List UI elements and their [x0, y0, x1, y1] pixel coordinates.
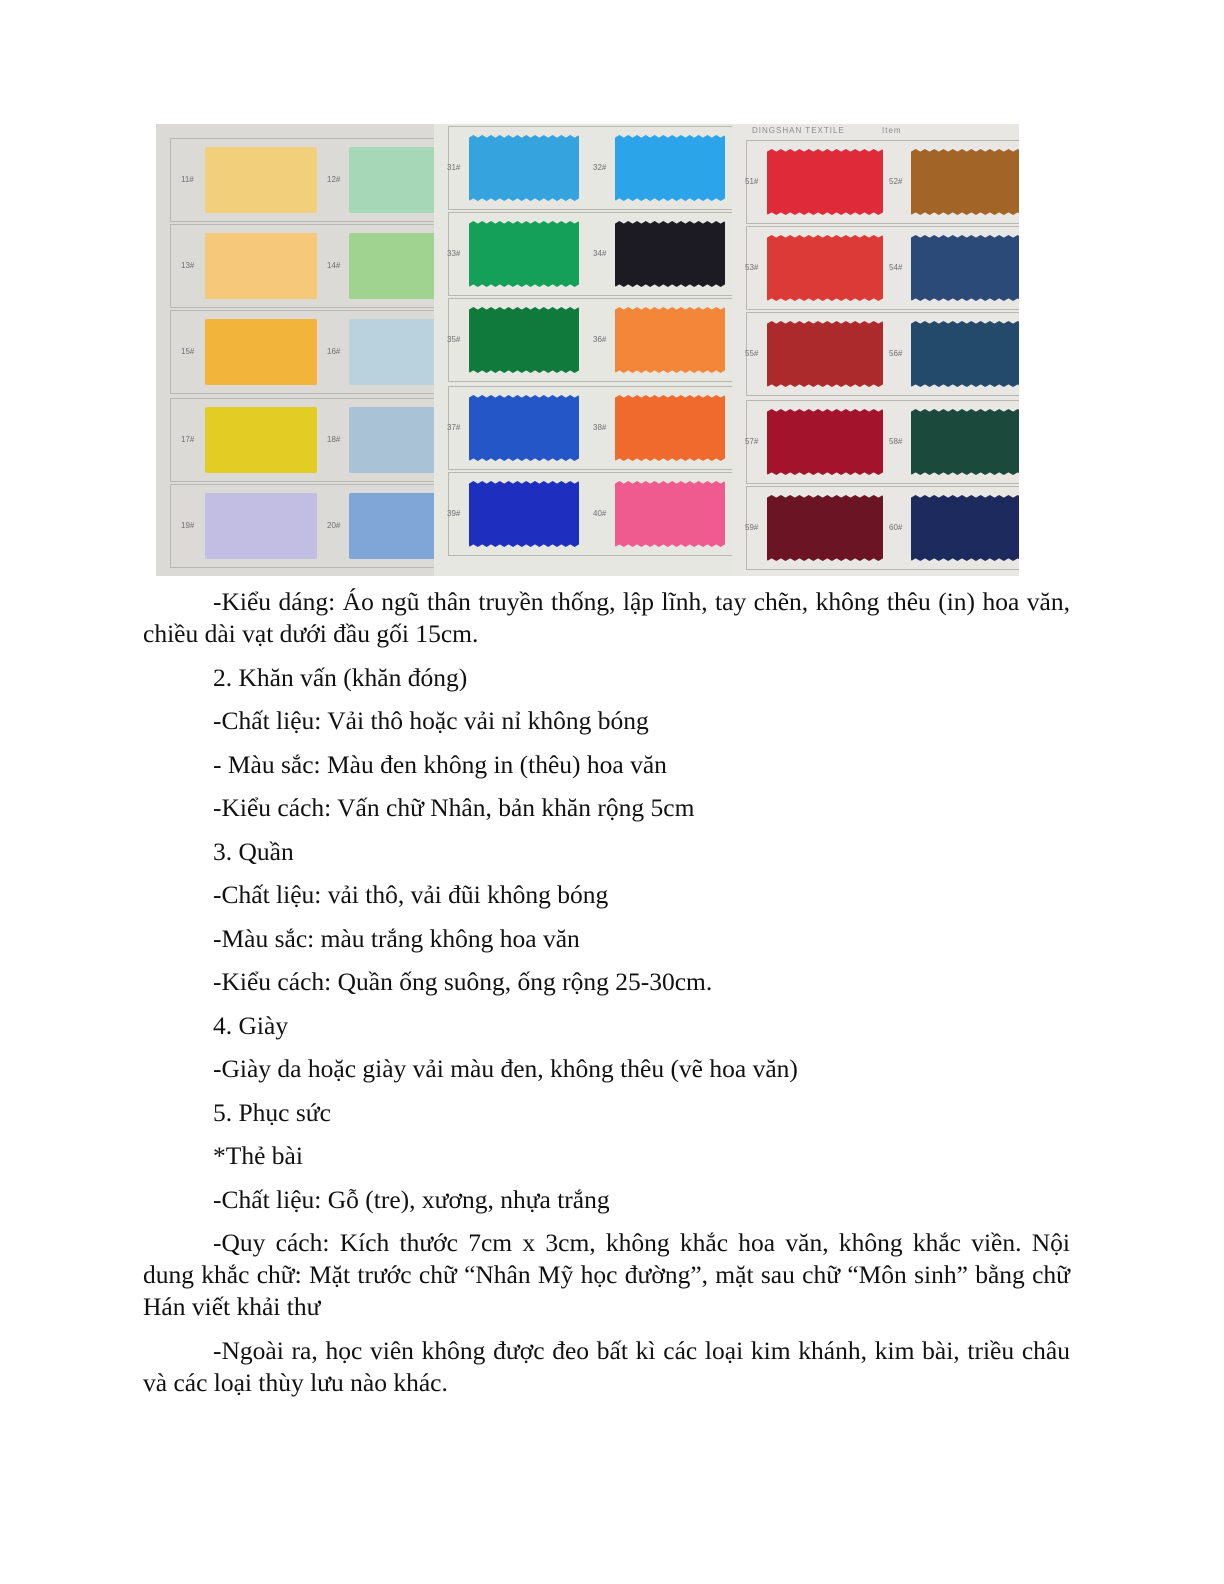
swatch-number: 58# — [889, 437, 903, 446]
swatch-number: 13# — [181, 261, 195, 270]
swatch-number: 11# — [181, 175, 194, 184]
paragraph: *Thẻ bài — [213, 1141, 303, 1170]
swatch-row — [448, 212, 732, 296]
swatch-number: 55# — [745, 349, 759, 358]
swatch-number: 37# — [447, 423, 461, 432]
fabric-swatch — [767, 149, 883, 215]
swatch-number: 38# — [593, 423, 607, 432]
paragraph: 3. Quần — [213, 836, 294, 866]
fabric-swatch — [205, 233, 317, 299]
swatch-row — [448, 298, 732, 382]
fabric-swatch — [205, 407, 317, 473]
paragraph: -Ngoài ra, học viên không được đeo bất kì các loại kim khánh, kim bài, triều châu và các loại thùy lưu nào khác. — [143, 1335, 1070, 1397]
swatch-row — [170, 138, 434, 222]
swatch-number: 40# — [593, 509, 607, 518]
swatch-row — [746, 312, 1019, 396]
swatch-row — [170, 310, 434, 394]
swatch-row — [448, 386, 732, 470]
swatch-number: 16# — [327, 347, 341, 356]
swatch-row — [170, 398, 434, 482]
item-label: Item — [882, 126, 902, 135]
paragraph: -Quy cách: Kích thước 7cm x 3cm, không khắc hoa văn, không khắc viền. Nội dung khắc chữ: Mặt trước chữ “Nhân Mỹ học đường”, mặt sau chữ “Môn sinh” bằng chữ Hán viết khải thư — [143, 1228, 1070, 1321]
swatch-number: 20# — [327, 521, 341, 530]
swatch-number: 60# — [889, 523, 903, 532]
swatch-row — [746, 140, 1019, 224]
swatch-row — [746, 226, 1019, 310]
fabric-swatch — [615, 481, 725, 547]
fabric-swatch — [349, 493, 434, 559]
swatch-number: 36# — [593, 335, 607, 344]
swatch-number: 34# — [593, 249, 607, 258]
paragraph: -Kiểu cách: Quần ống suông, ống rộng 25-30cm. — [213, 967, 713, 996]
paragraph: - Màu sắc: Màu đen không in (thêu) hoa văn — [213, 749, 667, 779]
swatch-row — [448, 126, 732, 210]
fabric-swatch — [911, 235, 1019, 301]
swatch-row — [170, 224, 434, 308]
swatch-number: 57# — [745, 437, 759, 446]
swatch-number: 39# — [447, 509, 461, 518]
fabric-swatch — [615, 221, 725, 287]
fabric-swatch — [469, 307, 579, 373]
fabric-swatch — [469, 395, 579, 461]
paragraph: -Kiểu dáng: Áo ngũ thân truyền thống, lập lĩnh, tay chẽn, không thêu (in) hoa văn, chiều dài vạt dưới đầu gối 15cm. — [143, 587, 1070, 648]
swatch-number: 12# — [327, 175, 341, 184]
paragraph: -Chất liệu: vải thô, vải đũi không bóng — [213, 880, 609, 909]
swatch-number: 31# — [447, 163, 461, 172]
paragraph: -Chất liệu: Vải thô hoặc vải nỉ không bóng — [213, 706, 649, 735]
fabric-swatch-photo — [156, 124, 1019, 576]
fabric-swatch — [767, 235, 883, 301]
swatch-number: 17# — [181, 435, 195, 444]
fabric-swatch — [767, 495, 883, 561]
fabric-swatch — [615, 395, 725, 461]
fabric-swatch — [469, 481, 579, 547]
swatch-number: 51# — [745, 177, 759, 186]
fabric-swatch — [349, 319, 434, 385]
swatch-card-1 — [156, 124, 434, 576]
paragraph: -Giày da hoặc giày vải màu đen, không thêu (vẽ hoa văn) — [213, 1054, 798, 1083]
paragraph: 2. Khăn vấn (khăn đóng) — [213, 662, 468, 692]
fabric-swatch — [205, 493, 317, 559]
fabric-swatch — [767, 409, 883, 475]
swatch-number: 19# — [181, 521, 195, 530]
document-body — [143, 586, 1070, 1410]
brand-label: DINGSHAN TEXTILE — [752, 126, 845, 135]
fabric-swatch — [767, 321, 883, 387]
paragraph: -Màu sắc: màu trắng không hoa văn — [213, 923, 580, 953]
swatch-card-header — [752, 126, 902, 135]
paragraph: -Chất liệu: Gỗ (tre), xương, nhựa trắng — [213, 1184, 610, 1214]
paragraph: 5. Phục sức — [213, 1097, 331, 1127]
paragraph: 4. Giày — [213, 1010, 289, 1040]
fabric-swatch — [469, 221, 579, 287]
fabric-swatch — [349, 407, 434, 473]
swatch-row — [746, 400, 1019, 484]
swatch-number: 54# — [889, 263, 903, 272]
swatch-number: 59# — [745, 523, 759, 532]
swatch-number: 56# — [889, 349, 903, 358]
fabric-swatch — [911, 149, 1019, 215]
swatch-number: 33# — [447, 249, 461, 258]
paragraph: -Kiểu cách: Vấn chữ Nhân, bản khăn rộng 5cm — [213, 793, 695, 822]
fabric-swatch — [615, 135, 725, 201]
fabric-swatch — [911, 495, 1019, 561]
swatch-number: 14# — [327, 261, 341, 270]
fabric-swatch — [349, 233, 434, 299]
fabric-swatch — [205, 147, 317, 213]
swatch-number: 18# — [327, 435, 341, 444]
swatch-number: 32# — [593, 163, 607, 172]
fabric-swatch — [469, 135, 579, 201]
swatch-number: 35# — [447, 335, 461, 344]
swatch-card-3 — [732, 124, 1019, 576]
fabric-swatch — [615, 307, 725, 373]
fabric-swatch — [205, 319, 317, 385]
swatch-number: 52# — [889, 177, 903, 186]
swatch-row — [170, 484, 434, 568]
swatch-row — [448, 472, 732, 556]
swatch-row — [746, 486, 1019, 570]
swatch-number: 53# — [745, 263, 759, 272]
swatch-card-2 — [434, 124, 732, 576]
fabric-swatch — [911, 409, 1019, 475]
fabric-swatch — [911, 321, 1019, 387]
fabric-swatch — [349, 147, 434, 213]
swatch-number: 15# — [181, 347, 195, 356]
